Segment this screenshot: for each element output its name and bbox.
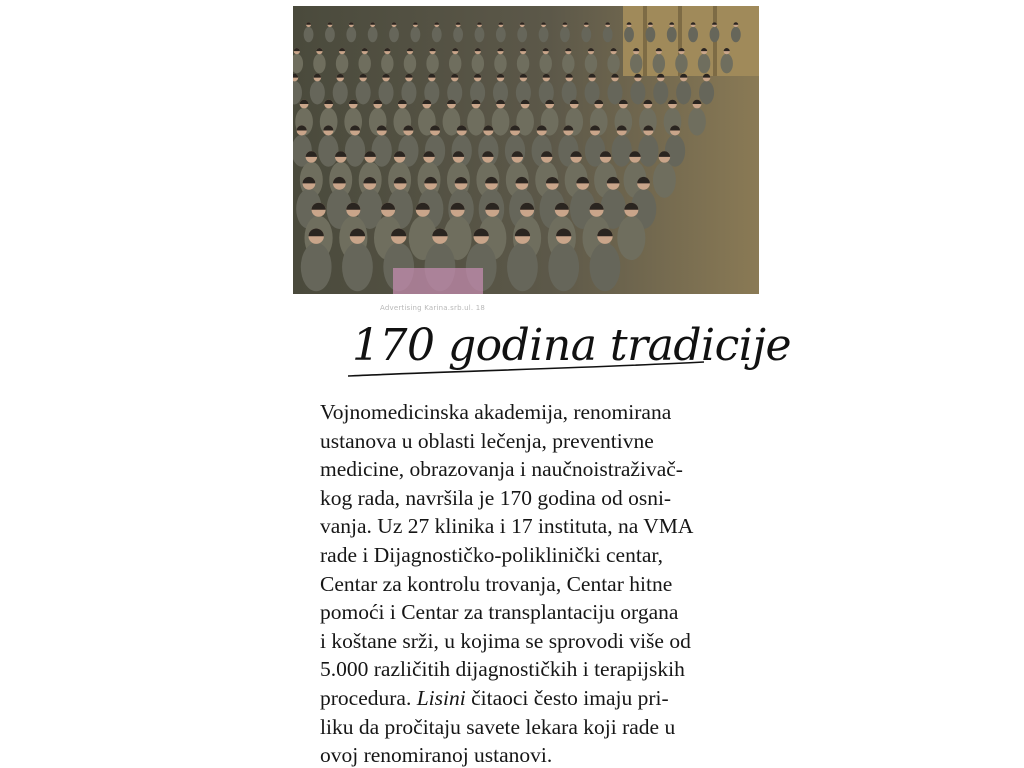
body-line: Centar za kontrolu trovanja, Centar hitne	[320, 571, 673, 596]
body-text-segment: čitaoci često imaju pri-	[465, 685, 669, 710]
body-line: ovoj renomiranoj ustanovi.	[320, 743, 553, 768]
body-line: liku da pročitaju savete lekara koji rade u	[320, 714, 676, 739]
title-underline	[340, 318, 720, 390]
body-line: rade i Dijagnostičko-poliklinički centar,	[320, 542, 664, 567]
cadets-auditorium-image	[293, 6, 759, 294]
article-body	[320, 398, 740, 768]
body-line: vanja. Uz 27 klinika i 17 instituta, na VMA	[320, 514, 694, 539]
body-line: i koštane srži, u kojima se sprovodi više od	[320, 628, 691, 653]
body-line: pomoći i Centar za transplantaciju organa	[320, 600, 679, 625]
article-photo	[293, 6, 759, 294]
body-line: 5.000 različitih dijagnostičkih i terapijskih	[320, 657, 685, 682]
body-line: ustanova u oblasti lečenja, preventivne	[320, 428, 654, 453]
body-line-with-italic	[320, 684, 740, 713]
body-text-segment: procedura.	[320, 685, 417, 710]
photo-credit: Advertising Karina.srb.ul. 18	[380, 304, 486, 312]
magazine-name: Lisini	[416, 685, 466, 710]
body-line: medicine, obrazovanja i naučnoistraživač-	[320, 457, 683, 482]
article-title-block	[340, 318, 792, 390]
article-title: 170 godina tradicije	[352, 320, 792, 371]
body-line: kog rada, navršila je 170 godina od osni-	[320, 485, 672, 510]
body-line: Vojnomedicinska akademija, renomirana	[320, 400, 672, 424]
